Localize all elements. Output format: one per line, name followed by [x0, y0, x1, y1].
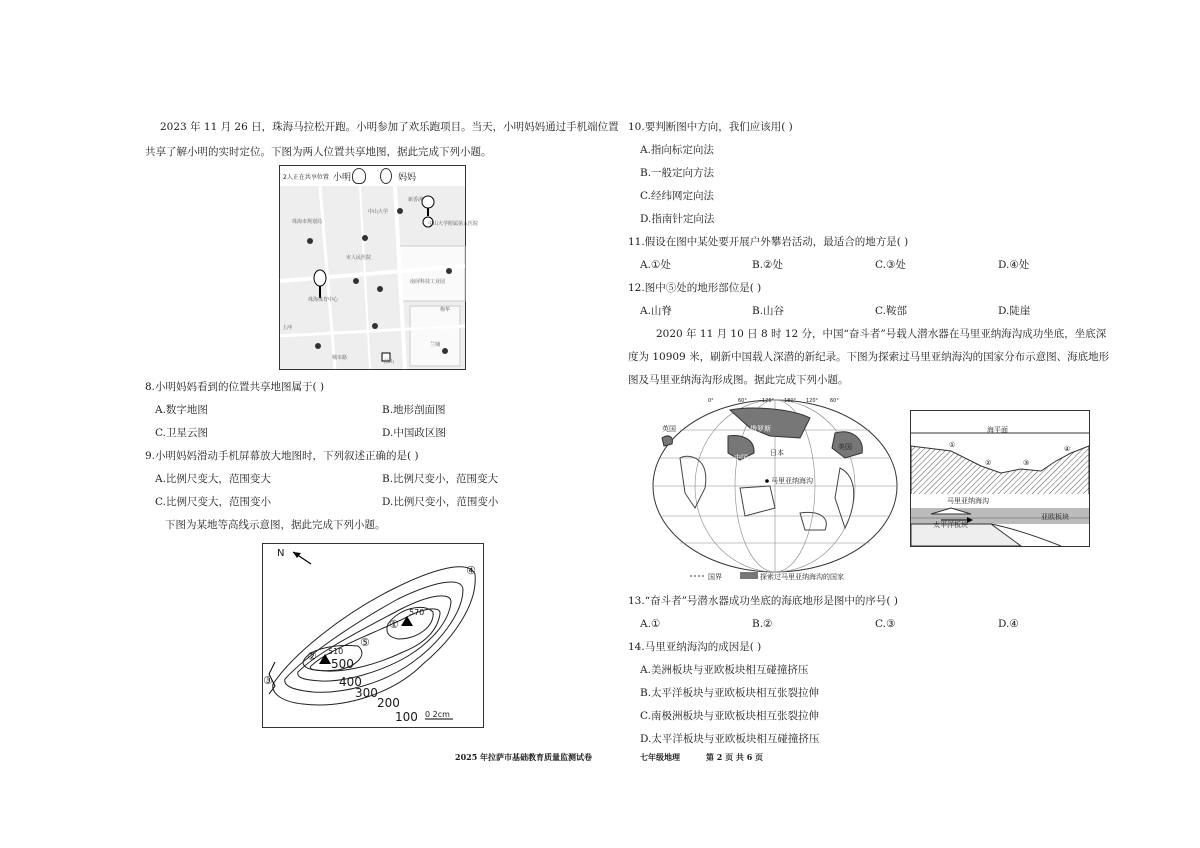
q13-option-a[interactable]: A.①: [640, 618, 661, 630]
location-share-map: [279, 165, 479, 370]
marker-5: ⑤: [360, 636, 370, 649]
contour-scale: 0 2cm: [425, 710, 450, 719]
world-map-graphic: [650, 398, 900, 584]
map-place-label: 梅华: [440, 307, 451, 313]
map-place-label: 南屏科技工业园: [410, 279, 446, 285]
q10-option-b[interactable]: B.一般定向方法: [640, 167, 715, 179]
sea-level-label: 海平面: [987, 426, 1008, 434]
plate-diagram: [910, 494, 1090, 547]
intro2: 下图为某地等高线示意图，据此完成下列小题。: [165, 519, 386, 531]
q14-option-b[interactable]: B.太平洋板块与亚欧板块相互张裂拉伸: [640, 687, 820, 699]
q9-option-a[interactable]: A.比例尺变大，范围变大: [155, 473, 271, 485]
map-place-label: 前山: [384, 359, 395, 365]
intro1-line2: 共享了解小明的实时定位。下图为两人位置共享地图，据此完成下列小题。: [145, 146, 492, 158]
country-usa: 美国: [838, 443, 852, 451]
country-japan: 日本: [770, 449, 784, 457]
q14-stem: 14.马里亚纳海沟的成因是( ): [628, 641, 762, 653]
contour-label-400: 400: [339, 675, 362, 689]
map-place-label: 中山大学附属第五医院: [428, 221, 479, 227]
q11-option-c[interactable]: C.③处: [875, 259, 906, 271]
country-uk: 英国: [662, 425, 676, 433]
map-place-label: 珠海体育中心: [308, 297, 339, 303]
footer-page-number: 第 2 页 共 6 页: [706, 752, 764, 762]
seafloor-profile: [910, 410, 1090, 496]
contour-label-500: 500: [331, 657, 354, 671]
q13-option-c[interactable]: C.③: [875, 618, 896, 630]
person1-name: 小明: [333, 173, 352, 183]
lon-label: 120°: [762, 398, 775, 404]
map-place-label: 新香洲: [408, 197, 424, 203]
intro3-line3: 图及马里亚纳海沟形成图。据此完成下列小题。: [628, 374, 849, 386]
marker-3: ③: [263, 674, 273, 687]
peak2-elevation: 510: [328, 647, 344, 656]
q10-option-d[interactable]: D.指南针定向法: [640, 213, 715, 225]
footer-subject: 七年级地理: [640, 752, 680, 762]
seafloor-graphic: [911, 411, 1089, 495]
q10-stem: 10.要判断图中方向，我们应该用( ): [628, 121, 793, 133]
country-china: 中国: [734, 454, 748, 462]
boy-avatar-icon: [352, 168, 366, 184]
q8-option-b[interactable]: B.地形剖面图: [382, 404, 446, 416]
plate-trench-label: 马里亚纳海沟: [947, 497, 989, 505]
lon-label: 0°: [708, 398, 714, 404]
q13-option-d[interactable]: D.④: [998, 618, 1019, 630]
legend-border: 国界: [708, 573, 722, 581]
plate-left-label: 太平洋板块: [933, 521, 968, 529]
lon-label: 60°: [830, 398, 839, 404]
map-place-label: 中山大学: [368, 209, 389, 215]
q11-option-a[interactable]: A.①处: [640, 259, 671, 271]
contour-map: [262, 543, 484, 728]
contour-label-100: 100: [395, 710, 418, 724]
lon-label: 180°: [784, 398, 797, 404]
q12-option-c[interactable]: C.鞍部: [875, 305, 907, 317]
q13-option-b[interactable]: B.②: [752, 618, 773, 630]
q13-stem: 13.“奋斗者”号潜水器成功坐底的海底地形是图中的序号( ): [628, 595, 898, 607]
q12-stem: 12.图中⑤处的地形部位是( ): [628, 282, 762, 294]
map-header: [280, 166, 465, 187]
q8-stem: 8.小明妈妈看到的位置共享地图属于( ): [145, 381, 325, 393]
girl-avatar-icon: [380, 168, 392, 184]
world-trench-label: 马里亚纳海沟: [771, 477, 813, 485]
legend-explored: 探索过马里亚纳海沟的国家: [760, 573, 844, 581]
marker-1: ①: [389, 618, 399, 631]
plate-right-label: 亚欧板块: [1041, 513, 1069, 521]
q11-option-b[interactable]: B.②处: [752, 259, 783, 271]
seafloor-marker-1: ①: [949, 441, 956, 449]
q12-option-b[interactable]: B.山谷: [752, 305, 785, 317]
lon-label: 60°: [738, 398, 747, 404]
q8-option-c[interactable]: C.卫星云图: [155, 427, 208, 439]
country-russia: 俄罗斯: [750, 425, 771, 433]
map-place-label: 上冲: [282, 325, 293, 331]
intro3-line1: 2020 年 11 月 10 日 8 时 12 分，中国“奋斗者”号载人潜水器在马里亚纳海沟成功坐底，坐底深: [656, 328, 1107, 340]
footer-exam-title: 2025 年拉萨市基础教育质量监测试卷: [455, 752, 593, 762]
q12-option-a[interactable]: A.山脊: [640, 305, 672, 317]
q11-option-d[interactable]: D.④处: [998, 259, 1030, 271]
person2-name: 妈妈: [398, 173, 417, 183]
intro3-line2: 度为 10909 米，刷新中国载人深潜的新纪录。下图为探索过马里亚纳海沟的国家分布示意图、海底地形: [628, 351, 1110, 363]
seafloor-marker-3: ③: [1023, 459, 1030, 467]
map-place-label: 珠海市规划局: [292, 219, 323, 225]
seafloor-marker-4: ④: [1064, 445, 1071, 453]
q10-option-c[interactable]: C.经纬网定向法: [640, 190, 714, 202]
q10-option-a[interactable]: A.指向标定向法: [640, 144, 714, 156]
q14-option-c[interactable]: C.南极洲板块与亚欧板块相互张裂拉伸: [640, 710, 819, 722]
lon-label: 120°: [806, 398, 819, 404]
q14-option-a[interactable]: A.美洲板块与亚欧板块相互碰撞挤压: [640, 664, 809, 676]
map-place-label: 市人民医院: [346, 255, 372, 261]
contour-label-300: 300: [355, 686, 378, 700]
peak1-elevation: 570: [409, 608, 425, 617]
map-place-label: 城市路: [332, 355, 348, 361]
q11-stem: 11.假设在图中某处要开展户外攀岩活动，最适合的地方是( ): [628, 236, 909, 248]
map-header-text: 2人正在共享位置: [283, 174, 329, 181]
marker-4: ④: [466, 564, 476, 577]
map-place-label: 兰埔: [430, 342, 441, 348]
north-arrow-label: N: [277, 548, 285, 559]
q9-option-b[interactable]: B.比例尺变小，范围变大: [382, 473, 499, 485]
q14-option-d[interactable]: D.太平洋板块与亚欧板块相互碰撞挤压: [640, 733, 820, 745]
world-map: [650, 398, 900, 584]
q9-stem: 9.小明妈妈滑动手机屏幕放大地图时，下列叙述正确的是( ): [145, 450, 419, 462]
contour-label-200: 200: [377, 696, 400, 710]
seafloor-marker-2: ②: [985, 459, 992, 467]
q8-option-d[interactable]: D.中国政区图: [382, 427, 446, 439]
q8-option-a[interactable]: A.数字地图: [155, 404, 208, 416]
marker-2: ②: [307, 650, 317, 663]
q9-option-d[interactable]: D.比例尺变小，范围变小: [382, 496, 499, 508]
q9-option-c[interactable]: C.比例尺变大，范围变小: [155, 496, 271, 508]
intro1-line1: 2023 年 11 月 26 日，珠海马拉松开跑。小明参加了欢乐跑项目。当天，小明妈妈通过手机端位置: [160, 121, 619, 133]
q12-option-d[interactable]: D.陡崖: [998, 305, 1031, 317]
